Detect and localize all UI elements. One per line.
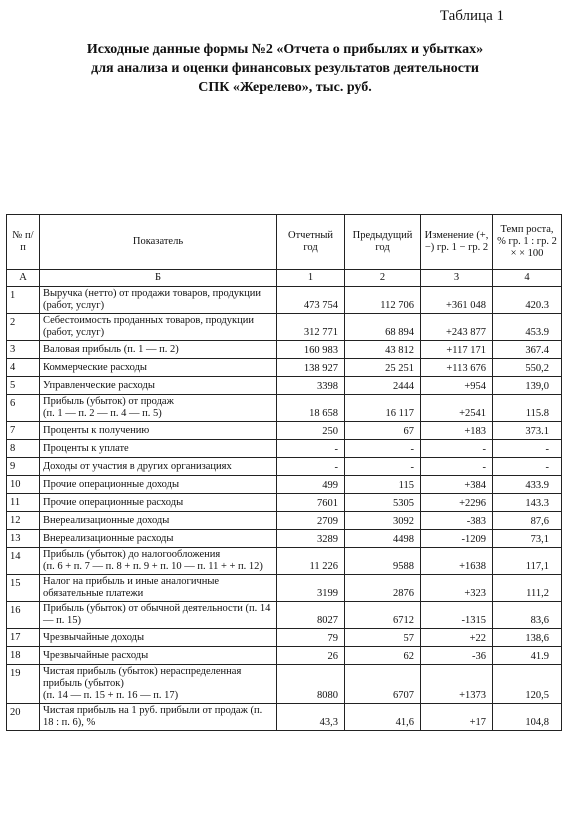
row-change: +2296 [421,494,493,512]
row-previous-year: 2876 [345,575,421,602]
letter-b: Б [40,270,277,287]
row-change: +117 171 [421,341,493,359]
row-number: 4 [7,359,40,377]
row-change: +1373 [421,665,493,704]
row-growth-rate: 373.1 [493,422,562,440]
row-indicator: Коммерческие расходы [40,359,277,377]
row-change: +1638 [421,548,493,575]
row-growth-rate: 104,8 [493,704,562,731]
row-growth-rate: 41.9 [493,647,562,665]
row-change: +22 [421,629,493,647]
row-current-year: 7601 [277,494,345,512]
table-row [7,530,562,548]
row-change: - [421,440,493,458]
row-previous-year: 5305 [345,494,421,512]
table-row [7,602,562,629]
row-growth-rate: 117,1 [493,548,562,575]
row-number: 18 [7,647,40,665]
table-row [7,377,562,395]
table-row [7,440,562,458]
row-current-year: 18 658 [277,395,345,422]
row-growth-rate: 139,0 [493,377,562,395]
row-previous-year: 4498 [345,530,421,548]
row-previous-year: 112 706 [345,287,421,314]
row-current-year: 26 [277,647,345,665]
row-current-year: 473 754 [277,287,345,314]
row-growth-rate: 143.3 [493,494,562,512]
letter-4: 4 [493,270,562,287]
row-change: +2541 [421,395,493,422]
row-indicator: Управленческие расходы [40,377,277,395]
table-row [7,314,562,341]
financial-results-table [6,214,562,731]
row-indicator: Чистая прибыль (убыток) нераспределенная прибыль (убыток) (п. 14 — п. 15 + п. 16 — п. 17) [40,665,277,704]
row-indicator: Прибыль (убыток) от обычной деятельности (п. 14 — п. 15) [40,602,277,629]
row-number: 1 [7,287,40,314]
row-change: +323 [421,575,493,602]
row-previous-year: 2444 [345,377,421,395]
row-number: 2 [7,314,40,341]
row-number: 12 [7,512,40,530]
row-indicator: Проценты к получению [40,422,277,440]
title-line-2: для анализа и оценки финансовых результатов деятельности [91,61,479,76]
row-growth-rate: 420.3 [493,287,562,314]
row-change: - [421,458,493,476]
row-change: -383 [421,512,493,530]
row-number: 16 [7,602,40,629]
row-indicator: Внереализационные доходы [40,512,277,530]
row-indicator: Прибыль (убыток) от продаж (п. 1 — п. 2 — п. 4 — п. 5) [40,395,277,422]
table-row [7,512,562,530]
row-indicator: Чрезвычайные расходы [40,647,277,665]
row-indicator: Чрезвычайные доходы [40,629,277,647]
row-previous-year: 67 [345,422,421,440]
row-current-year: - [277,440,345,458]
row-change: -1315 [421,602,493,629]
row-current-year: 138 927 [277,359,345,377]
row-growth-rate: - [493,458,562,476]
row-change: -1209 [421,530,493,548]
header-growth-rate: Темп роста, % гр. 1 : гр. 2 × × 100 [493,215,562,270]
row-growth-rate: 550,2 [493,359,562,377]
row-current-year: 3398 [277,377,345,395]
header-change: Изменение (+, −) гр. 1 − гр. 2 [421,215,493,270]
document-title [30,40,540,97]
row-current-year: 3289 [277,530,345,548]
row-previous-year: 25 251 [345,359,421,377]
row-indicator: Прибыль (убыток) до налогообложения (п. 6 + п. 7 — п. 8 + п. 9 + п. 10 — п. 11 + + п. 12) [40,548,277,575]
row-current-year: 43,3 [277,704,345,731]
row-number: 13 [7,530,40,548]
header-current-year: Отчетный год [277,215,345,270]
table-row [7,359,562,377]
table-row [7,629,562,647]
row-number: 6 [7,395,40,422]
row-previous-year: 62 [345,647,421,665]
table-row [7,575,562,602]
table-row [7,395,562,422]
row-growth-rate: - [493,440,562,458]
row-change: +113 676 [421,359,493,377]
row-change: +243 877 [421,314,493,341]
table-row [7,422,562,440]
title-line-1: Исходные данные формы №2 «Отчета о прибылях и убытках» [86,42,484,57]
row-growth-rate: 111,2 [493,575,562,602]
row-number: 3 [7,341,40,359]
row-growth-rate: 73,1 [493,530,562,548]
row-growth-rate: 83,6 [493,602,562,629]
row-previous-year: 9588 [345,548,421,575]
row-number: 10 [7,476,40,494]
row-previous-year: 16 117 [345,395,421,422]
header-row [7,215,562,270]
title-line-3: СПК «Жерелево», тыс. руб. [198,80,372,95]
table-row [7,665,562,704]
table-label: Таблица 1 [439,8,504,24]
row-previous-year: 115 [345,476,421,494]
row-growth-rate: 433.9 [493,476,562,494]
row-previous-year: 68 894 [345,314,421,341]
row-number: 7 [7,422,40,440]
row-growth-rate: 138,6 [493,629,562,647]
letter-2: 2 [345,270,421,287]
row-current-year: 312 771 [277,314,345,341]
table-row [7,341,562,359]
row-current-year: 8080 [277,665,345,704]
row-growth-rate: 120,5 [493,665,562,704]
row-indicator: Внереализационные расходы [40,530,277,548]
row-previous-year: - [345,440,421,458]
table-row [7,647,562,665]
row-previous-year: 43 812 [345,341,421,359]
row-number: 17 [7,629,40,647]
row-previous-year: 6712 [345,602,421,629]
row-number: 19 [7,665,40,704]
table-row [7,287,562,314]
letter-3: 3 [421,270,493,287]
row-growth-rate: 115.8 [493,395,562,422]
row-previous-year: 41,6 [345,704,421,731]
row-number: 11 [7,494,40,512]
row-indicator: Чистая прибыль на 1 руб. прибыли от продаж (п. 18 : п. 6), % [40,704,277,731]
row-current-year: 2709 [277,512,345,530]
row-growth-rate: 453.9 [493,314,562,341]
row-change: +361 048 [421,287,493,314]
row-previous-year: 3092 [345,512,421,530]
row-indicator: Себестоимость проданных товаров, продукции (работ, услуг) [40,314,277,341]
row-number: 20 [7,704,40,731]
row-current-year: - [277,458,345,476]
row-indicator: Налог на прибыль и иные аналогичные обязательные платежи [40,575,277,602]
row-change: +384 [421,476,493,494]
table-row [7,494,562,512]
row-current-year: 250 [277,422,345,440]
row-indicator: Доходы от участия в других организациях [40,458,277,476]
row-number: 9 [7,458,40,476]
row-current-year: 79 [277,629,345,647]
row-change: +17 [421,704,493,731]
header-indicator: Показатель [40,215,277,270]
row-growth-rate: 87,6 [493,512,562,530]
row-current-year: 3199 [277,575,345,602]
row-previous-year: - [345,458,421,476]
row-number: 5 [7,377,40,395]
header-previous-year: Предыдущий год [345,215,421,270]
row-change: -36 [421,647,493,665]
row-current-year: 499 [277,476,345,494]
row-current-year: 8027 [277,602,345,629]
row-indicator: Проценты к уплате [40,440,277,458]
row-change: +183 [421,422,493,440]
column-letters-row [7,270,562,287]
table-row [7,548,562,575]
row-change: +954 [421,377,493,395]
row-number: 8 [7,440,40,458]
row-indicator: Выручка (нетто) от продажи товаров, продукции (работ, услуг) [40,287,277,314]
row-indicator: Прочие операционные расходы [40,494,277,512]
row-number: 14 [7,548,40,575]
table-row [7,704,562,731]
row-number: 15 [7,575,40,602]
row-growth-rate: 367.4 [493,341,562,359]
row-previous-year: 6707 [345,665,421,704]
letter-a: А [7,270,40,287]
row-indicator: Прочие операционные доходы [40,476,277,494]
row-current-year: 11 226 [277,548,345,575]
header-num: № п/п [7,215,40,270]
row-current-year: 160 983 [277,341,345,359]
row-indicator: Валовая прибыль (п. 1 — п. 2) [40,341,277,359]
table-row [7,476,562,494]
table-row [7,458,562,476]
row-previous-year: 57 [345,629,421,647]
letter-1: 1 [277,270,345,287]
